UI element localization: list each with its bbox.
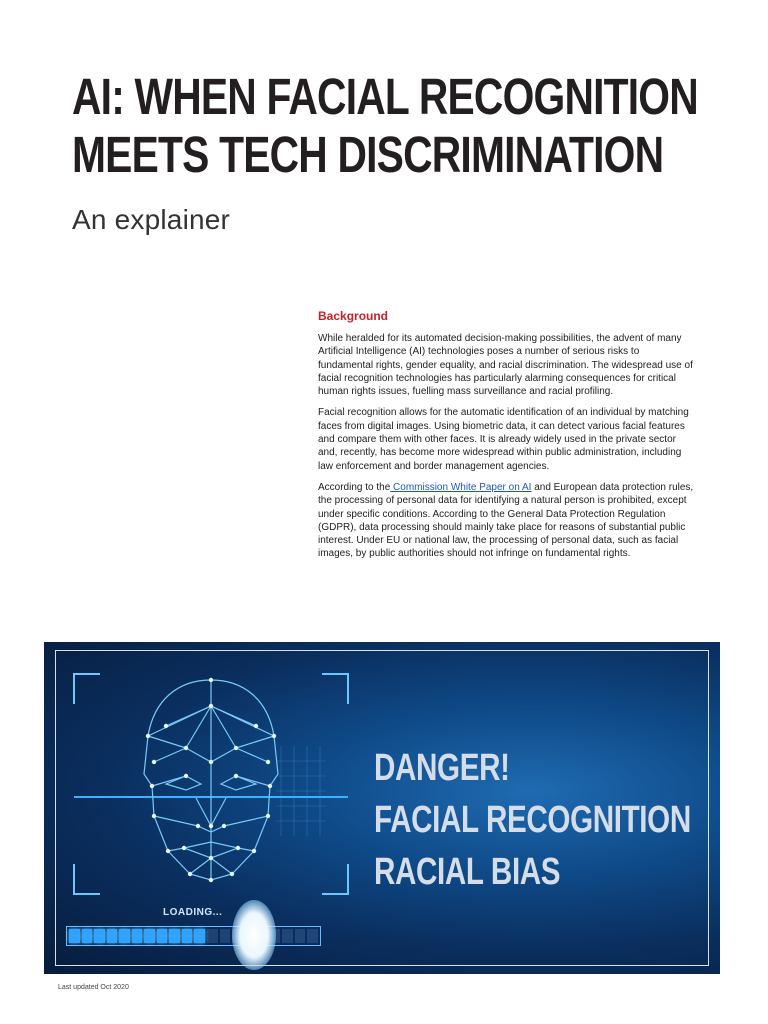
face-scan-icon xyxy=(66,666,356,906)
background-paragraph-2: Facial recognition allows for the automatic identification of an individual by matching faces from digital images. Using biometric data, it can detect various facial features and compare them with other faces. It is already widely used in the private sector and, recently, has become more widespread within public administration, including law enforcement and border management agencies. xyxy=(318,407,689,472)
background-section xyxy=(318,309,694,569)
loading-progress-bar xyxy=(66,926,321,946)
progress-segment xyxy=(307,929,318,943)
progress-segment xyxy=(82,929,93,943)
title-line-1: AI: WHEN FACIAL RECOGNITION xyxy=(72,68,698,125)
title-line-2: MEETS TECH DISCRIMINATION xyxy=(72,126,664,183)
paragraph-3-intro: According to the xyxy=(318,481,391,493)
progress-segment xyxy=(107,929,118,943)
background-paragraph-1: While heralded for its automated decision-making possibilities, the advent of many Artificial Intelligence (AI) technologies poses a number of serious risks to fundamental rights, gender equality, and racial discrimination. The widespread use of facial recognition technologies has particularly alarming consequences for critical human rights issues, fuelling mass surveillance and racial profiling. xyxy=(318,333,693,398)
scan-glow xyxy=(232,900,276,970)
progress-segment xyxy=(182,929,193,943)
hero-line-facial-recognition: FACIAL RECOGNITION xyxy=(374,799,691,841)
hero-headline xyxy=(374,742,691,898)
progress-segment xyxy=(220,929,231,943)
hero-banner xyxy=(44,642,720,974)
progress-segment xyxy=(94,929,105,943)
hero-line-danger: DANGER! xyxy=(374,747,510,789)
progress-segment xyxy=(207,929,218,943)
paragraph-3-rest: and European data protection rules, the processing of personal data for identifying a natural person is prohibited, except under specific conditions. According to the General Data Protection Regulation (GDPR), data processing should mainly take place for reasons of substantial public interest. Under EU or national law, the processing of personal data, such as facial images, by public authorities should not infringe on fundamental rights. xyxy=(318,481,694,560)
background-paragraph-3 xyxy=(318,481,694,561)
page-title xyxy=(72,68,698,184)
progress-segment xyxy=(194,929,205,943)
commission-white-paper-link[interactable]: Commission White Paper on AI xyxy=(390,481,532,493)
progress-segment xyxy=(69,929,80,943)
progress-segment xyxy=(282,929,293,943)
progress-segment xyxy=(132,929,143,943)
background-heading: Background xyxy=(318,309,389,323)
loading-label: LOADING... xyxy=(163,907,223,918)
progress-segment xyxy=(119,929,130,943)
hero-line-racial-bias: RACIAL BIAS xyxy=(374,851,561,893)
progress-segment xyxy=(144,929,155,943)
progress-segment xyxy=(157,929,168,943)
last-updated-footer: Last updated Oct 2020 xyxy=(58,984,129,991)
progress-segment xyxy=(295,929,306,943)
progress-segment xyxy=(169,929,180,943)
page-subtitle: An explainer xyxy=(72,204,231,235)
